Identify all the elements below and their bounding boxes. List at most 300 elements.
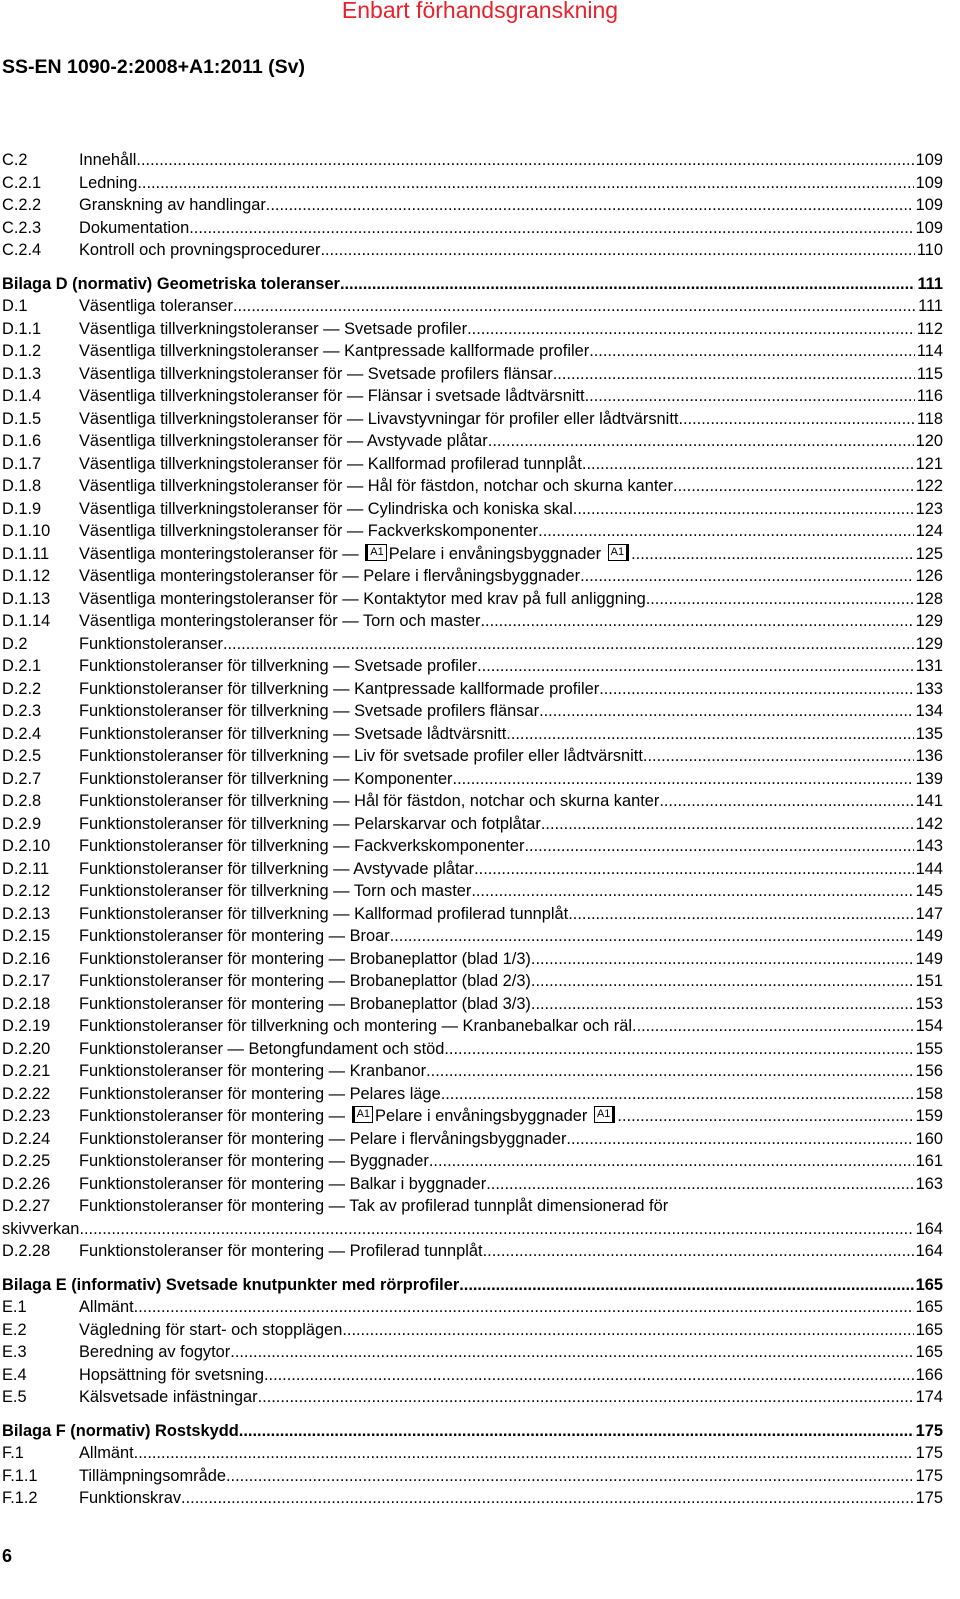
toc-entry[interactable] xyxy=(2,1487,943,1510)
toc-leader-dots xyxy=(531,970,914,993)
toc-leader-dots xyxy=(342,1319,913,1342)
toc-entry[interactable] xyxy=(2,970,943,993)
toc-entry-title: Funktionstoleranser för tillverkning — Fackverkskomponenter xyxy=(79,837,525,855)
toc-entry-page: 134 xyxy=(915,702,943,720)
toc-entry[interactable] xyxy=(2,925,943,948)
toc-entry-title: Bilaga F (normativ) Rostskydd xyxy=(2,1421,239,1440)
toc-entry-title xyxy=(79,543,631,566)
toc-entry[interactable] xyxy=(2,1319,943,1342)
toc-leader-dots xyxy=(582,453,914,476)
toc-leader-dots xyxy=(441,1083,914,1106)
toc-entry-number: E.4 xyxy=(2,1365,27,1384)
toc-entry-page: 149 xyxy=(915,949,943,968)
toc-entry-number: D.2.7 xyxy=(2,769,42,788)
toc-entry-page: 141 xyxy=(915,792,943,810)
toc-entry[interactable] xyxy=(2,1060,943,1083)
toc-entry-title: Dokumentation xyxy=(79,218,190,237)
toc-leader-dots xyxy=(538,520,914,543)
toc-entry-title-prefix: Funktionstoleranser för montering — xyxy=(79,1107,346,1125)
toc-entry-title: Väsentliga tillverkningstoleranser för — Fackverkskomponenter xyxy=(79,522,539,540)
toc-entry[interactable] xyxy=(2,1150,943,1173)
toc-entry-number: D.2.8 xyxy=(2,792,42,810)
toc-entry[interactable] xyxy=(2,813,943,836)
toc-leader-dots xyxy=(673,475,914,498)
toc-entry-page: 118 xyxy=(916,409,943,428)
toc-leader-dots xyxy=(480,610,913,633)
toc-entry[interactable] xyxy=(2,520,943,543)
toc-annex-heading[interactable] xyxy=(2,1420,943,1443)
toc-entry[interactable] xyxy=(2,1195,943,1218)
amendment-a1-open-marker: A1 xyxy=(365,544,386,561)
toc-entry[interactable] xyxy=(2,565,943,588)
toc-entry[interactable] xyxy=(2,1364,943,1387)
toc-entry-number: D.1.8 xyxy=(2,477,42,495)
toc-entry-title-prefix: Väsentliga monteringstoleranser för — xyxy=(79,544,359,563)
toc-entry[interactable] xyxy=(2,1038,943,1061)
toc-leader-dots xyxy=(429,1150,914,1173)
toc-leader-dots xyxy=(531,993,914,1016)
toc-entry[interactable] xyxy=(2,948,943,971)
toc-entry-number: D.2.24 xyxy=(2,1129,51,1148)
toc-leader-dots xyxy=(580,565,914,588)
toc-entry-number: D.1.5 xyxy=(2,409,42,428)
toc-entry[interactable] xyxy=(2,172,943,195)
toc-entry-number: D.2.20 xyxy=(2,1039,51,1058)
toc-entry[interactable] xyxy=(2,723,943,746)
toc-entry-number: D.2.28 xyxy=(2,1242,51,1260)
toc-entry[interactable] xyxy=(2,385,943,408)
toc-entry-number: F.1.1 xyxy=(2,1466,38,1485)
toc-entry-title: Väsentliga tillverkningstoleranser för — Cylindriska och koniska skal xyxy=(79,499,573,518)
toc-entry[interactable] xyxy=(2,217,943,240)
amendment-a1-close-marker: A1 xyxy=(608,544,629,561)
toc-entry-number: D.2.3 xyxy=(2,702,42,720)
toc-entry-page: 149 xyxy=(915,927,943,945)
toc-entry-number: D.2 xyxy=(2,634,28,653)
toc-leader-dots xyxy=(390,925,914,948)
toc-entry-page: 158 xyxy=(915,1084,943,1103)
toc-leader-dots xyxy=(266,194,914,217)
toc-entry-title: Väsentliga tillverkningstoleranser för — Kallformad profilerad tunnplåt xyxy=(79,454,582,473)
toc-entry-title: Väsentliga monteringstoleranser för — Pelare i flervåningsbyggnader xyxy=(79,567,581,585)
toc-entry-title: Funktionstoleranser för tillverkning — Kantpressade kallformade profiler xyxy=(79,679,600,698)
toc-entry-number: D.1 xyxy=(2,297,28,315)
toc-entry-number: E.2 xyxy=(2,1320,27,1339)
toc-entry-page: 175 xyxy=(915,1489,943,1507)
toc-entry-number: D.2.25 xyxy=(2,1152,51,1170)
toc-entry[interactable] xyxy=(2,1341,943,1364)
toc-entry-number: D.2.22 xyxy=(2,1084,51,1103)
toc-entry-page: 156 xyxy=(915,1062,943,1080)
toc-leader-dots xyxy=(477,655,914,678)
toc-leader-dots xyxy=(524,835,913,858)
toc-entry-page: 175 xyxy=(915,1421,943,1440)
toc-entry-title: Funktionstoleranser för montering — Byggnader xyxy=(79,1152,429,1170)
toc-leader-dots xyxy=(453,768,914,791)
toc-entry[interactable] xyxy=(2,453,943,476)
toc-entry-title: Funktionstoleranser för tillverkning — Pelarskarvar och fotplåtar xyxy=(79,814,541,833)
toc-leader-dots xyxy=(137,172,913,195)
toc-entry-page: 129 xyxy=(915,612,943,630)
toc-leader-dots xyxy=(189,217,913,240)
toc-entry-number: C.2 xyxy=(2,151,28,169)
toc-leader-dots xyxy=(568,903,913,926)
toc-entry-number: D.2.18 xyxy=(2,994,51,1013)
toc-entry-number: D.1.4 xyxy=(2,387,42,405)
toc-entry-page: 145 xyxy=(915,882,943,900)
toc-entry-page: 165 xyxy=(915,1343,943,1361)
toc-entry-page: 166 xyxy=(915,1365,943,1384)
toc-entry-title: Kälsvetsade infästningar xyxy=(79,1388,258,1406)
toc-entry-title: Funktionstoleranser för montering — Pelare i flervåningsbyggnader xyxy=(79,1129,567,1148)
toc-entry[interactable] xyxy=(2,1386,943,1409)
toc-entry-page: 126 xyxy=(915,567,943,585)
toc-leader-dots xyxy=(467,318,915,341)
toc-entry-page: 135 xyxy=(915,724,943,743)
toc-entry-page: 112 xyxy=(916,319,943,338)
toc-leader-dots xyxy=(134,1296,914,1319)
toc-entry-title: Funktionstoleranser för tillverkning — Svetsade profilers flänsar xyxy=(79,702,540,720)
toc-entry-title: Funktionstoleranser för montering — Brobaneplattor (blad 1/3) xyxy=(79,949,531,968)
toc-entry-number: F.1.2 xyxy=(2,1489,38,1507)
toc-entry-number: D.1.9 xyxy=(2,499,42,518)
toc-leader-dots xyxy=(589,340,915,363)
toc-entry-number: D.2.26 xyxy=(2,1174,51,1193)
toc-entry-page: 120 xyxy=(915,432,943,450)
toc-leader-dots xyxy=(541,813,914,836)
toc-entry-title: Väsentliga tillverkningstoleranser för — Livavstyvningar för profiler eller lådtvärsnitt xyxy=(79,409,679,428)
toc-entry-page: 165 xyxy=(915,1298,943,1316)
toc-entry-page: 143 xyxy=(915,837,943,855)
toc-entry-page: 116 xyxy=(916,387,943,405)
toc-entry[interactable] xyxy=(2,1240,943,1263)
toc-entry[interactable] xyxy=(2,858,943,881)
toc-entry-title: Tillämpningsområde xyxy=(79,1466,226,1485)
toc-entry[interactable] xyxy=(2,318,943,341)
toc-entry-page: 109 xyxy=(915,151,943,169)
toc-entry-page: 153 xyxy=(915,994,943,1013)
toc-entry-title xyxy=(79,1105,617,1128)
toc-leader-dots xyxy=(643,745,914,768)
toc-leader-dots xyxy=(474,858,914,881)
toc-entry-page: 165 xyxy=(915,1320,943,1339)
toc-entry[interactable] xyxy=(2,678,943,701)
toc-entry[interactable] xyxy=(2,475,943,498)
toc-entry-number: D.1.7 xyxy=(2,454,42,473)
toc-entry-title-amended: Pelare i envåningsbyggnader xyxy=(375,1107,588,1125)
toc-leader-dots xyxy=(488,430,914,453)
toc-entry-number: D.2.2 xyxy=(2,679,42,698)
toc-entry-title: Funktionstoleranser för tillverkning — Liv för svetsade profiler eller lådtvärsnitt xyxy=(79,747,643,765)
toc-entry-page: 136 xyxy=(915,747,943,765)
toc-entry-title: Hopsättning för svetsning xyxy=(79,1365,264,1384)
toc-entry-title: Väsentliga tillverkningstoleranser för — Avstyvade plåtar xyxy=(79,432,488,450)
toc-entry-number: D.2.1 xyxy=(2,657,42,675)
toc-entry[interactable] xyxy=(2,768,943,791)
toc-entry-title: Väsentliga tillverkningstoleranser för — Flänsar i svetsade lådtvärsnitt xyxy=(79,387,585,405)
toc-entry[interactable] xyxy=(2,340,943,363)
toc-leader-dots xyxy=(566,1128,913,1151)
toc-entry-title: Funktionstoleranser för montering — Balkar i byggnader xyxy=(79,1174,487,1193)
toc-entry-page: 164 xyxy=(915,1219,943,1238)
preview-watermark: Enbart förhandsgranskning xyxy=(341,0,619,23)
toc-entry-title: Funktionstoleranser för tillverkning — Avstyvade plåtar xyxy=(79,859,475,878)
toc-entry-page: 144 xyxy=(915,859,943,878)
toc-entry-number: F.1 xyxy=(2,1444,24,1462)
toc-leader-dots xyxy=(136,149,913,172)
toc-entry[interactable] xyxy=(2,498,943,521)
toc-entry-page: 161 xyxy=(915,1152,943,1170)
toc-leader-dots xyxy=(585,385,915,408)
toc-leader-dots xyxy=(230,1341,913,1364)
toc-entry[interactable] xyxy=(2,790,943,813)
toc-entry-number: D.2.17 xyxy=(2,972,51,990)
toc-leader-dots xyxy=(631,543,914,566)
toc-entry[interactable] xyxy=(2,1015,943,1038)
toc-entry[interactable] xyxy=(2,543,943,566)
toc-leader-dots xyxy=(599,678,913,701)
toc-entry-page: 109 xyxy=(915,173,943,192)
toc-leader-dots xyxy=(486,1173,913,1196)
toc-entry-title: Funktionstoleranser för tillverkning och montering — Kranbanebalkar och räl xyxy=(79,1017,633,1035)
toc-entry[interactable] xyxy=(2,430,943,453)
toc-entry-title: Kontroll och provningsprocedurer xyxy=(79,241,321,259)
toc-leader-dots xyxy=(573,498,914,521)
toc-entry-page: 142 xyxy=(915,814,943,833)
toc-entry-title: Funktionstoleranser för montering — Profilerad tunnplåt xyxy=(79,1242,483,1260)
toc-annex-heading[interactable] xyxy=(2,1274,943,1297)
toc-entry-page: 147 xyxy=(915,904,943,923)
toc-entry[interactable] xyxy=(2,835,943,858)
toc-entry-title: Väsentliga tillverkningstoleranser för — Svetsade profilers flänsar xyxy=(79,364,553,383)
toc-entry-title: Beredning av fogytor xyxy=(79,1343,231,1361)
toc-entry-title: Funktionstoleranser för tillverkning — Svetsade profiler xyxy=(79,657,478,675)
toc-entry-page: 151 xyxy=(915,972,943,990)
toc-entry-page: 115 xyxy=(916,364,943,383)
toc-leader-dots xyxy=(226,1465,914,1488)
toc-entry-continuation[interactable] xyxy=(2,1218,943,1241)
toc-entry-title: Vägledning för start- och stopplägen xyxy=(79,1320,343,1339)
toc-leader-dots xyxy=(233,295,916,318)
toc-entry-title: Granskning av handlingar xyxy=(79,196,266,214)
toc-leader-dots xyxy=(239,1420,914,1443)
toc-entry-number: E.1 xyxy=(2,1298,27,1316)
toc-entry-title: Bilaga E (informativ) Svetsade knutpunkter med rörprofiler xyxy=(2,1275,460,1294)
toc-leader-dots xyxy=(539,700,914,723)
document-id: SS-EN 1090-2:2008+A1:2011 (Sv) xyxy=(2,56,305,78)
toc-entry-number: D.2.9 xyxy=(2,814,42,833)
toc-entry[interactable] xyxy=(2,1442,943,1465)
toc-entry[interactable] xyxy=(2,633,943,656)
toc-leader-dots xyxy=(646,588,914,611)
toc-entry-number: D.1.14 xyxy=(2,612,51,630)
toc-entry[interactable] xyxy=(2,1465,943,1488)
toc-entry-page: 175 xyxy=(915,1444,943,1462)
toc-entry-number: D.2.16 xyxy=(2,949,51,968)
toc-entry[interactable] xyxy=(2,408,943,431)
toc-entry[interactable] xyxy=(2,363,943,386)
toc-entry-number: D.1.12 xyxy=(2,567,51,585)
toc-entry-page: 133 xyxy=(915,679,943,698)
toc-entry-page: 175 xyxy=(915,1466,943,1485)
toc-entry-page: 139 xyxy=(915,769,943,788)
toc-entry-title: Funktionstoleranser för tillverkning — Hål för fästdon, notchar och skurna kanter xyxy=(79,792,660,810)
toc-leader-dots xyxy=(320,239,914,262)
toc-entry-number: D.2.12 xyxy=(2,882,51,900)
toc-entry-number: D.1.6 xyxy=(2,432,42,450)
toc-entry-page: 155 xyxy=(915,1039,943,1058)
toc-entry-title: Funktionstoleranser för montering — Brobaneplattor (blad 2/3) xyxy=(79,972,531,990)
toc-entry[interactable] xyxy=(2,1083,943,1106)
toc-entry-title-amended: Pelare i envåningsbyggnader xyxy=(388,544,602,563)
toc-entry[interactable] xyxy=(2,700,943,723)
toc-leader-dots xyxy=(531,948,914,971)
toc-entry-number: D.2.27 xyxy=(2,1197,51,1215)
amendment-a1-open-marker: A1 xyxy=(352,1106,373,1123)
toc-entry-number: D.2.21 xyxy=(2,1062,51,1080)
toc-entry[interactable] xyxy=(2,295,943,318)
toc-leader-dots xyxy=(553,363,915,386)
page-number: 6 xyxy=(2,1546,13,1566)
toc-entry-number: D.2.19 xyxy=(2,1017,51,1035)
toc-entry-page: 124 xyxy=(915,522,943,540)
toc-entry-title: Funktionstoleranser för montering — Tak av profilerad tunnplåt dimensionerad för xyxy=(79,1197,669,1215)
toc-entry-page: 121 xyxy=(915,454,943,473)
toc-entry-number: C.2.1 xyxy=(2,173,42,192)
toc-entry-page: 111 xyxy=(917,274,943,293)
toc-leader-dots xyxy=(459,1274,913,1297)
toc-entry-page: 128 xyxy=(915,589,943,608)
toc-entry[interactable] xyxy=(2,1173,943,1196)
toc-entry-page: 110 xyxy=(916,241,943,259)
toc-entry-number: D.2.4 xyxy=(2,724,42,743)
toc-entry-title: Funktionstoleranser xyxy=(79,634,223,653)
toc-entry-page: 131 xyxy=(915,657,943,675)
toc-entry-title: Bilaga D (normativ) Geometriska toleranser xyxy=(2,274,340,293)
toc-leader-dots xyxy=(181,1487,914,1510)
toc-leader-dots xyxy=(79,1218,913,1241)
toc-entry-page: 160 xyxy=(915,1129,943,1148)
toc-leader-dots xyxy=(632,1015,914,1038)
toc-entry[interactable] xyxy=(2,880,943,903)
toc-entry-number: D.2.15 xyxy=(2,927,51,945)
toc-entry-title: Funktionstoleranser för tillverkning — Komponenter xyxy=(79,769,453,788)
toc-entry-title: Funktionskrav xyxy=(79,1489,182,1507)
toc-entry-page: 159 xyxy=(915,1107,943,1125)
toc-entry-title: Funktionstoleranser för montering — Broar xyxy=(79,927,390,945)
toc-entry-title: Funktionstoleranser för montering — Brobaneplattor (blad 3/3) xyxy=(79,994,531,1013)
toc-entry-page: 165 xyxy=(915,1275,943,1294)
toc-leader-dots xyxy=(471,880,913,903)
toc-entry-title: Innehåll xyxy=(79,151,137,169)
toc-entry-number: D.1.13 xyxy=(2,589,51,608)
toc-entry[interactable] xyxy=(2,903,943,926)
toc-leader-dots xyxy=(426,1060,914,1083)
toc-entry[interactable] xyxy=(2,239,943,262)
toc-entry-page: 154 xyxy=(915,1017,943,1035)
toc-entry-number: D.1.10 xyxy=(2,522,51,540)
toc-entry-number: D.2.10 xyxy=(2,837,51,855)
toc-leader-dots xyxy=(223,633,914,656)
toc-entry-page: 114 xyxy=(916,342,943,360)
toc-entry-page: 174 xyxy=(915,1388,943,1406)
toc-entry-number: D.2.5 xyxy=(2,747,42,765)
toc-entry-title: Allmänt xyxy=(79,1298,134,1316)
toc-entry-number: C.2.2 xyxy=(2,196,42,214)
toc-entry-title: Funktionstoleranser — Betongfundament och stöd xyxy=(79,1039,445,1058)
toc-entry-page: 109 xyxy=(915,218,943,237)
toc-entry[interactable] xyxy=(2,1128,943,1151)
toc-leader-dots xyxy=(444,1038,913,1061)
toc-entry-title: Väsentliga monteringstoleranser för — Torn och master xyxy=(79,612,481,630)
toc-entry-number: E.5 xyxy=(2,1388,27,1406)
toc-leader-dots xyxy=(617,1105,913,1128)
toc-entry-page: 109 xyxy=(915,196,943,214)
toc-entry[interactable] xyxy=(2,149,943,172)
toc-entry-title: Ledning xyxy=(79,173,138,192)
toc-entry-title-continued: skivverkan xyxy=(2,1219,80,1238)
toc-entry-page: 111 xyxy=(918,297,943,315)
toc-entry[interactable] xyxy=(2,1296,943,1319)
toc-entry-title: Funktionstoleranser för tillverkning — Torn och master xyxy=(79,882,472,900)
toc-entry-title: Väsentliga monteringstoleranser för — Kontaktytor med krav på full anliggning xyxy=(79,589,646,608)
toc-entry-number: D.1.11 xyxy=(2,544,50,563)
toc-entry-title: Funktionstoleranser för montering — Pelares läge xyxy=(79,1084,441,1103)
toc-leader-dots xyxy=(264,1364,914,1387)
toc-leader-dots xyxy=(483,1240,914,1263)
toc-entry-page: 164 xyxy=(915,1242,943,1260)
toc-entry[interactable] xyxy=(2,993,943,1016)
toc-entry-title: Väsentliga tillverkningstoleranser — Kantpressade kallformade profiler xyxy=(79,342,590,360)
toc-entry-number: D.1.1 xyxy=(2,319,42,338)
toc-entry-number: E.3 xyxy=(2,1343,27,1361)
toc-entry-number: C.2.3 xyxy=(2,218,42,237)
toc-leader-dots xyxy=(506,723,913,746)
toc-entry[interactable] xyxy=(2,610,943,633)
toc-entry-title: Väsentliga tillverkningstoleranser — Svetsade profiler xyxy=(79,319,468,338)
toc-entry-number: D.1.3 xyxy=(2,364,42,383)
toc-entry-number: D.2.13 xyxy=(2,904,51,923)
toc-entry-title: Funktionstoleranser för tillverkning — Svetsade lådtvärsnitt xyxy=(79,724,507,743)
table-of-contents xyxy=(2,149,943,1510)
toc-leader-dots xyxy=(340,273,916,296)
toc-entry[interactable] xyxy=(2,1105,943,1128)
toc-entry-title: Funktionstoleranser för tillverkning — Kallformad profilerad tunnplåt xyxy=(79,904,569,923)
toc-entry-page: 129 xyxy=(915,634,943,653)
toc-leader-dots xyxy=(258,1386,914,1409)
toc-entry-title: Funktionstoleranser för montering — Kranbanor xyxy=(79,1062,427,1080)
toc-entry[interactable] xyxy=(2,745,943,768)
toc-entry-page: 163 xyxy=(915,1174,943,1193)
toc-entry-title: Väsentliga tillverkningstoleranser för — Hål för fästdon, notchar och skurna kanter xyxy=(79,477,674,495)
toc-entry-number: D.1.2 xyxy=(2,342,42,360)
amendment-a1-close-marker: A1 xyxy=(594,1106,615,1123)
toc-entry[interactable] xyxy=(2,194,943,217)
toc-annex-heading[interactable] xyxy=(2,273,943,296)
toc-entry-page: 123 xyxy=(915,499,943,518)
toc-entry-page: 125 xyxy=(915,544,943,563)
toc-entry-number: D.2.23 xyxy=(2,1107,51,1125)
toc-leader-dots xyxy=(134,1442,914,1465)
toc-entry-page: 122 xyxy=(915,477,943,495)
toc-entry-number: D.2.11 xyxy=(2,859,50,878)
toc-leader-dots xyxy=(659,790,913,813)
toc-entry[interactable] xyxy=(2,655,943,678)
toc-leader-dots xyxy=(678,408,914,431)
toc-entry-title: Väsentliga toleranser xyxy=(79,297,233,315)
toc-entry-number: C.2.4 xyxy=(2,241,42,259)
toc-entry[interactable] xyxy=(2,588,943,611)
